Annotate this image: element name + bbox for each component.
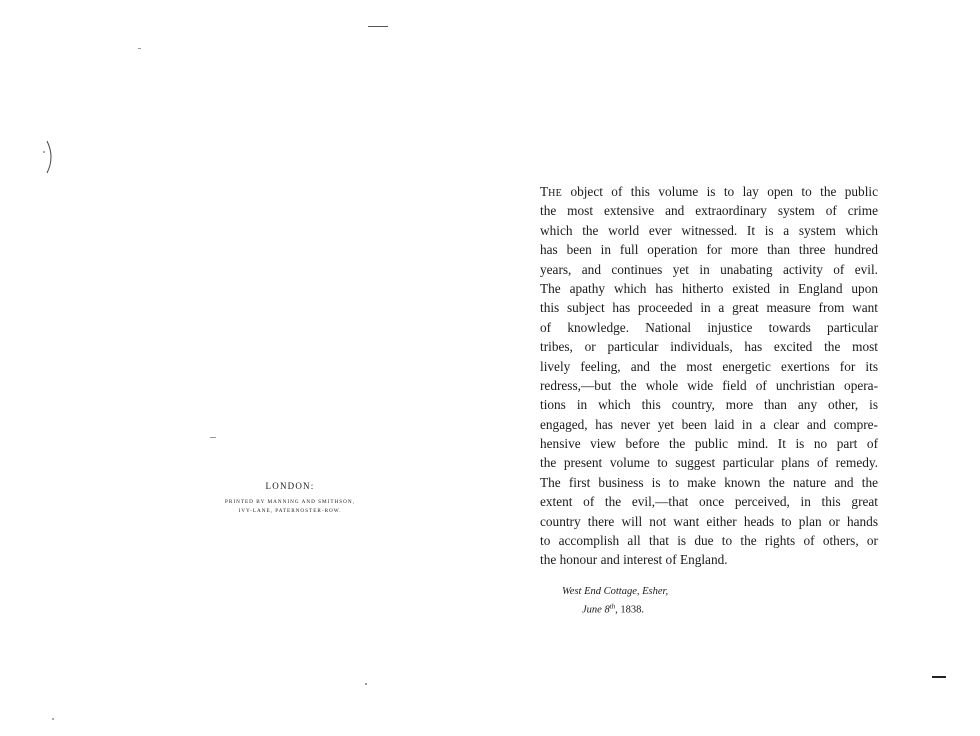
preface-line: to accomplish all that is due to the rights of others, or xyxy=(540,533,878,549)
preface-line: redress,—but the whole wide field of unchristian opera- xyxy=(540,377,878,393)
preface-line: the most extensive and extraordinary system of crime xyxy=(540,203,878,219)
printer-imprint xyxy=(190,481,390,516)
preface-line xyxy=(540,182,878,201)
first-line-text: object of this volume is to lay open to the public xyxy=(562,184,878,199)
preface-line: country there will not want either heads to plan or hands xyxy=(540,513,878,529)
signature-date xyxy=(562,599,668,618)
preface-line: tribes, or particular individuals, has excited the most xyxy=(540,339,878,355)
preface-line: the present volume to suggest particular plans of remedy. xyxy=(540,455,878,471)
preface-line: of knowledge. National injustice towards particular xyxy=(540,319,878,335)
signature-date-suffix: th xyxy=(609,602,616,610)
first-word-smallcaps: HE xyxy=(548,188,563,199)
preface-line: The apathy which has hitherto existed in England upon xyxy=(540,280,878,296)
preface-line: engaged, has never yet been laid in a clear and compre- xyxy=(540,416,878,432)
imprint-address-line: IVY-LANE, PATERNOSTER-ROW. xyxy=(238,508,342,514)
preface-signature xyxy=(562,585,668,618)
preface-line: years, and continues yet in unabating activity of evil. xyxy=(540,261,878,277)
first-word-initial: T xyxy=(540,184,549,199)
imprint-printer-line: PRINTED BY MANNING AND SMITHSON, xyxy=(225,499,355,505)
signature-date-prefix: June 8 xyxy=(582,604,610,616)
imprint-city: LONDON: xyxy=(265,481,315,491)
scan-speck xyxy=(210,437,216,438)
preface-line: which the world ever witnessed. It is a system which xyxy=(540,222,878,238)
preface-line: tions in which this country, more than any other, is xyxy=(540,397,878,413)
scan-bracket-mark xyxy=(43,140,57,174)
preface-line: extent of the evil,—that once perceived, in this great xyxy=(540,494,878,510)
preface-last-line: the honour and interest of England. xyxy=(540,552,728,568)
preface-line: has been in full operation for more than three hundred xyxy=(540,242,878,258)
scan-speck xyxy=(138,48,141,49)
scan-speck xyxy=(52,718,54,720)
preface-line: lively feeling, and the most energetic exertions for its xyxy=(540,358,878,374)
preface-text xyxy=(540,182,878,570)
preface-line: The first business is to make known the nature and the xyxy=(540,474,878,490)
signature-date-year: , 1838. xyxy=(615,604,645,616)
preface-line: this subject has proceeded in a great measure from want xyxy=(540,300,878,316)
scan-mark-right-edge xyxy=(932,676,946,678)
preface-line: hensive view before the public mind. It is no part of xyxy=(540,436,878,452)
scan-mark-top xyxy=(368,26,388,27)
scan-speck xyxy=(365,683,367,685)
signature-place: West End Cottage, Esher, xyxy=(562,586,669,597)
